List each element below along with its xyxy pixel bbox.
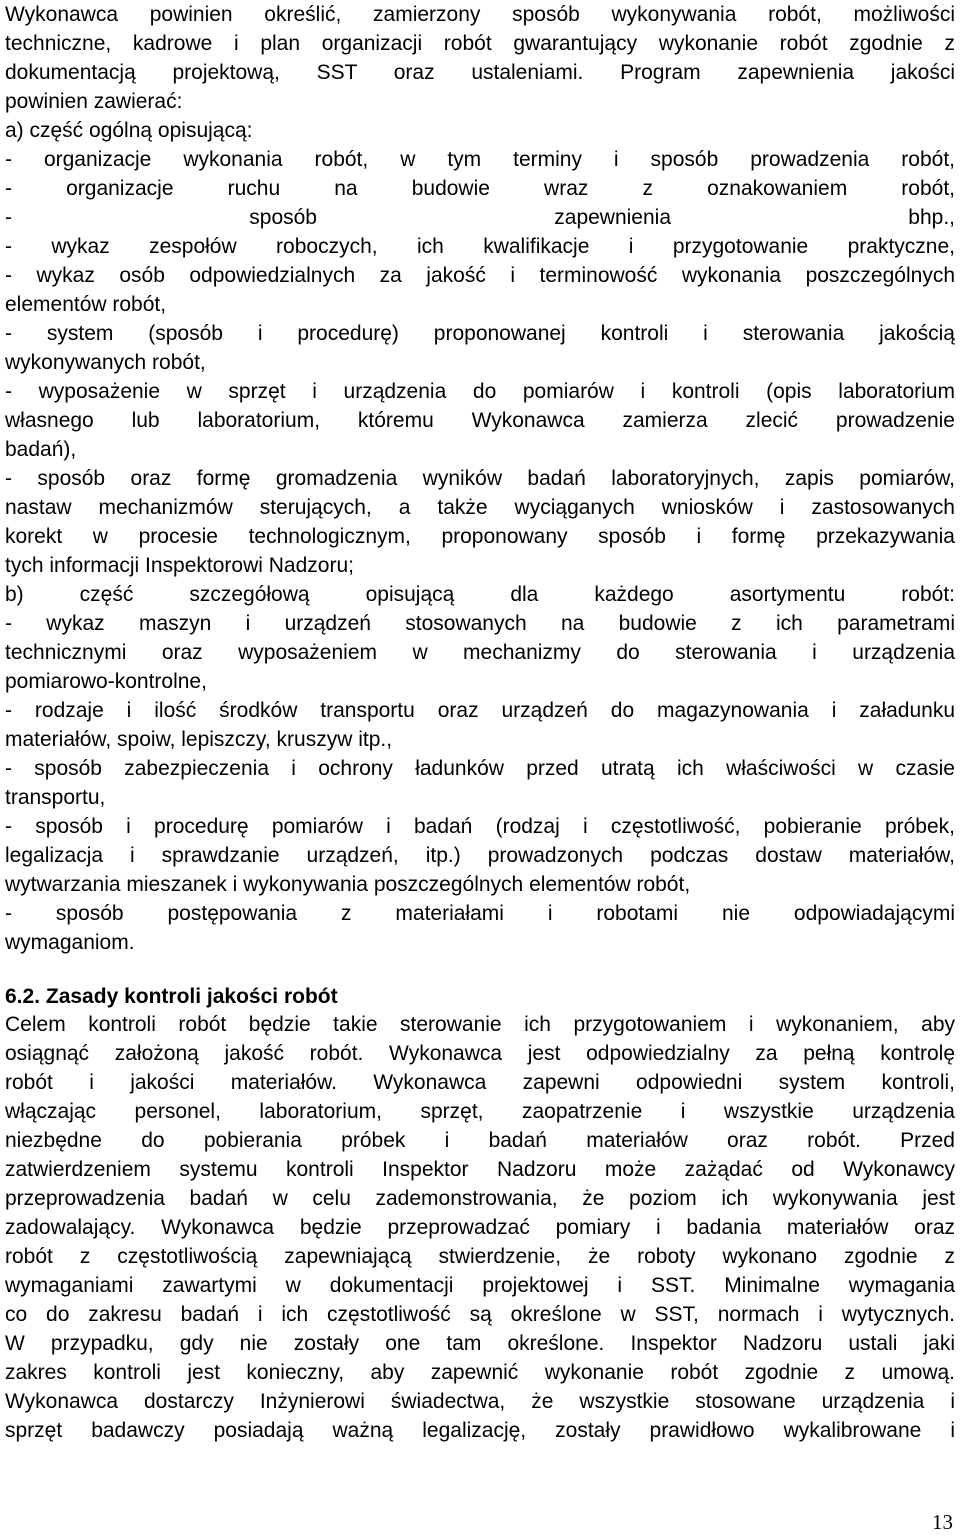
body-line: robót i jakości materiałów. Wykonawca zapewni odpowiedni system kontroli, [5, 1071, 955, 1094]
intro-line: badań), [5, 438, 77, 461]
intro-line: - rodzaje i ilość środków transportu oraz urządzeń do magazynowania i załadunku [5, 699, 955, 722]
intro-line: - sposób zabezpieczenia i ochrony ładunków przed utratą ich właściwości w czasie [5, 757, 955, 780]
intro-line: dokumentacją projektową, SST oraz ustaleniami. Program zapewnienia jakości [5, 61, 955, 84]
body-line: co do zakresu badań i ich częstotliwość są określone w SST, normach i wytycznych. [5, 1303, 955, 1326]
intro-line: własnego lub laboratorium, któremu Wykonawca zamierza zlecić prowadzenie [5, 409, 955, 432]
intro-line: powinien zawierać: [5, 90, 183, 113]
intro-line: b) część szczegółową opisującą dla każdego asortymentu robót: [5, 583, 955, 606]
intro-line: Wykonawca powinien określić, zamierzony sposób wykonywania robót, możliwości [5, 3, 955, 26]
intro-line: - sposób i procedurę pomiarów i badań (rodzaj i częstotliwość, pobieranie próbek, [5, 815, 955, 838]
intro-line: wytwarzania mieszanek i wykonywania poszczególnych elementów robót, [5, 873, 691, 896]
page-number: 13 [932, 1510, 953, 1534]
intro-line: materiałów, spoiw, lepiszczy, kruszyw itp., [5, 728, 393, 751]
body-line: przeprowadzenia badań w celu zademonstrowania, że poziom ich wykonywania jest [5, 1187, 955, 1210]
intro-line: - system (sposób i procedurę) proponowanej kontroli i sterowania jakością [5, 322, 955, 345]
intro-line: a) część ogólną opisującą: [5, 119, 253, 142]
intro-line: - sposób postępowania z materiałami i robotami nie odpowiadającymi [5, 902, 955, 925]
intro-line: transportu, [5, 786, 106, 809]
body-line: W przypadku, gdy nie zostały one tam określone. Inspektor Nadzoru ustali jaki [5, 1332, 955, 1355]
intro-line: legalizacja i sprawdzanie urządzeń, itp.) prowadzonych podczas dostaw materiałów, [5, 844, 955, 867]
section-heading [5, 982, 955, 1011]
body-line: sprzęt badawczy posiadają ważną legalizację, zostały prawidłowo wykalibrowane i [5, 1419, 955, 1442]
intro-line: elementów robót, [5, 293, 167, 316]
intro-line: - wykaz zespołów roboczych, ich kwalifikacje i przygotowanie praktyczne, [5, 235, 955, 258]
body-line: robót z częstotliwością zapewniającą stwierdzenie, że roboty wykonano zgodnie z [5, 1245, 955, 1268]
section-number: 6.2. [5, 985, 41, 1008]
intro-line: korekt w procesie technologicznym, proponowany sposób i formę przekazywania [5, 525, 955, 548]
section-title: Zasady kontroli jakości robót [45, 985, 338, 1008]
body-line: niezbędne do pobierania próbek i badań materiałów oraz robót. Przed [5, 1129, 955, 1152]
intro-line: - sposób oraz formę gromadzenia wyników badań laboratoryjnych, zapis pomiarów, [5, 467, 955, 490]
intro-line: wymaganiom. [5, 931, 135, 954]
intro-line: - wykaz maszyn i urządzeń stosowanych na budowie z ich parametrami [5, 612, 955, 635]
body-line: osiągnąć założoną jakość robót. Wykonawca jest odpowiedzialny za pełną kontrolę [5, 1042, 955, 1065]
intro-line: - organizacje wykonania robót, w tym terminy i sposób prowadzenia robót, [5, 148, 955, 171]
intro-line: pomiarowo-kontrolne, [5, 670, 207, 693]
body-line: zakres kontroli jest konieczny, aby zapewnić wykonanie robót zgodnie z umową. [5, 1361, 955, 1384]
intro-line: techniczne, kadrowe i plan organizacji robót gwarantujący wykonanie robót zgodnie z [5, 32, 955, 55]
intro-line: nastaw mechanizmów sterujących, a także wyciąganych wniosków i zastosowanych [5, 496, 955, 519]
intro-line: wykonywanych robót, [5, 351, 206, 374]
intro-line: - organizacje ruchu na budowie wraz z oznakowaniem robót, [5, 177, 955, 200]
intro-line: - sposób zapewnienia bhp., [5, 206, 955, 229]
body-line: Celem kontroli robót będzie takie sterowanie ich przygotowaniem i wykonaniem, aby [5, 1013, 955, 1036]
intro-line: tych informacji Inspektorowi Nadzoru; [5, 554, 354, 577]
body-line: wymaganiami zawartymi w dokumentacji projektowej i SST. Minimalne wymagania [5, 1274, 955, 1297]
intro-line: technicznymi oraz wyposażeniem w mechanizmy do sterowania i urządzenia [5, 641, 955, 664]
body-line: włączając personel, laboratorium, sprzęt, zaopatrzenie i wszystkie urządzenia [5, 1100, 955, 1123]
intro-line: - wyposażenie w sprzęt i urządzenia do pomiarów i kontroli (opis laboratorium [5, 380, 955, 403]
body-line: Wykonawca dostarczy Inżynierowi świadectwa, że wszystkie stosowane urządzenia i [5, 1390, 955, 1413]
body-line: zadowalający. Wykonawca będzie przeprowadzać pomiary i badania materiałów oraz [5, 1216, 955, 1239]
body-line: zatwierdzeniem systemu kontroli Inspektor Nadzoru może zażądać od Wykonawcy [5, 1158, 955, 1181]
intro-line: - wykaz osób odpowiedzialnych za jakość i terminowość wykonania poszczególnych [5, 264, 955, 287]
